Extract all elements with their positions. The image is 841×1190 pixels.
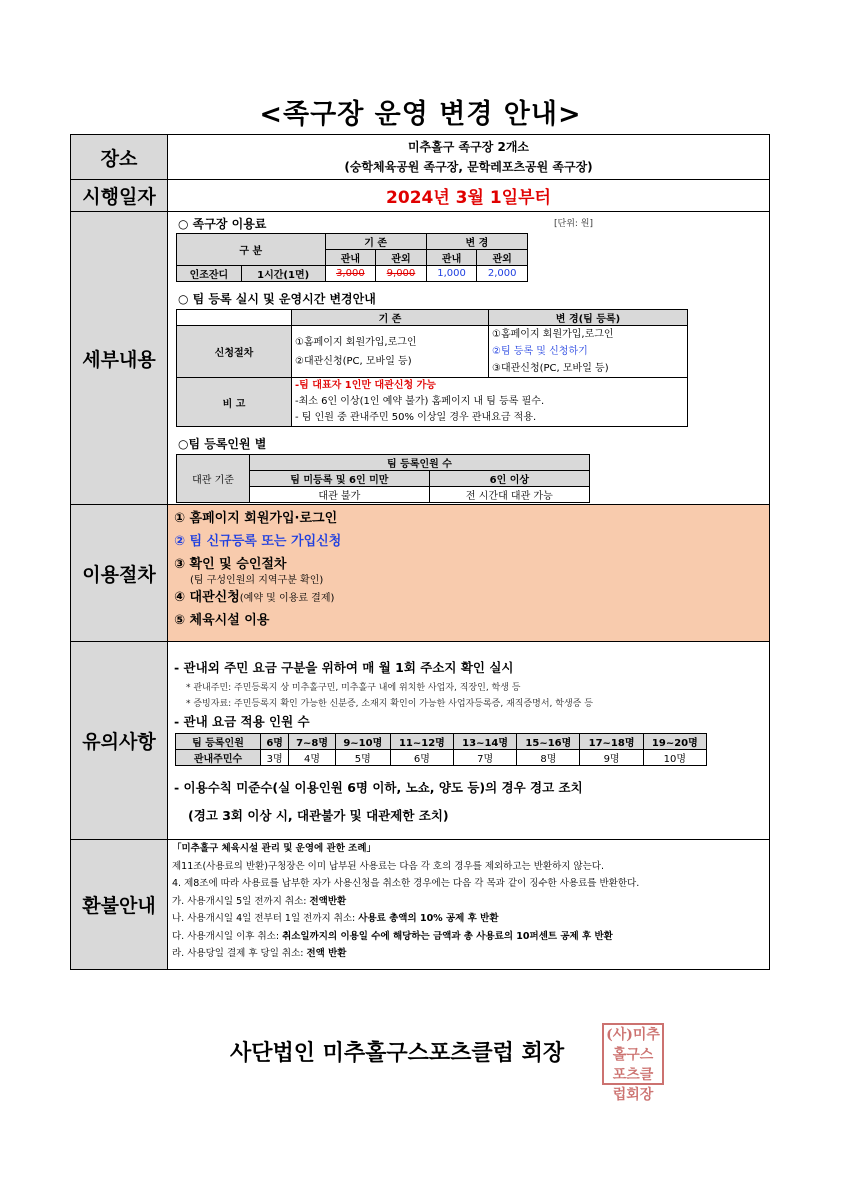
procedure-step3-sub: (팀 구성인원의 지역구분 확인) [190, 575, 324, 586]
resident-value-0: 3명 [261, 750, 289, 766]
refund-c-text: 다. 사용개시일 이후 취소: [172, 930, 283, 942]
resident-header-5: 15~16명 [517, 734, 580, 750]
fee-old-in: 3,000 [336, 268, 365, 279]
resident-value-1: 4명 [289, 750, 336, 766]
procedure-step3: ③ 확인 및 승인절차 [174, 557, 287, 572]
team-proc-label: 신청절차 [177, 326, 292, 378]
team-new-step1: ①홈페이지 회원가입,로그인 [492, 329, 614, 340]
fee-h-existing: 기 존 [325, 234, 426, 250]
refund-b-bold: 사용료 총액의 10% 공제 후 반환 [358, 913, 499, 924]
refund-d-text: 라. 사용당일 결제 후 당일 취소: [172, 948, 307, 959]
fee-h-old-out: 관외 [376, 250, 427, 266]
place-value [168, 135, 770, 180]
members-h-under: 팀 미등록 및 6인 미만 [250, 471, 430, 487]
fee-new-out: 2,000 [477, 266, 528, 282]
resident-value-3: 6명 [390, 750, 453, 766]
procedure-step1: ① 홈페이지 회원가입·로그인 [174, 511, 338, 526]
refund-p2: 4. 제8조에 따라 사용료를 납부한 자가 사용신청을 취소한 경우에는 다음 각 목과 같이 징수한 사용료를 반환한다. [172, 878, 640, 889]
fee-new-in: 1,000 [426, 266, 477, 282]
team-old-step2: ②대관신청(PC, 모바일 등) [295, 355, 412, 367]
team-new-step2: ②팀 등록 및 신청하기 [492, 346, 588, 357]
refund-p1: 제11조(사용료의 반환)구청장은 이미 납부된 사용료는 다음 각 호의 경우를 제외하고는 반환하지 않는다. [172, 860, 604, 872]
fee-row-time: 1시간(1면) [241, 266, 325, 282]
procedure-step4: ④ 대관신청 [174, 590, 240, 605]
resident-value-7: 10명 [643, 750, 706, 766]
caution-sub2: * 증빙자료: 주민등록지 확인 가능한 신분증, 소재지 확인이 가능한 사업자등록증, 재직증명서, 학생증 등 [186, 699, 593, 709]
footer-signature: 사단법인 미추홀구스포츠클럽 회장 [230, 1041, 565, 1066]
team-table [176, 309, 688, 427]
place-line1: 미추홀구 족구장 2개소 [407, 140, 530, 154]
refund-label: 환불안내 [71, 840, 168, 970]
notice-table [70, 134, 770, 970]
caution-line2: - 관내 요금 적용 인원 수 [174, 714, 310, 729]
team-note-label: 비 고 [177, 378, 292, 427]
resident-value-2: 5명 [335, 750, 390, 766]
seal-text: (사)미추홀구스포츠클럽회장 [606, 1027, 660, 1103]
members-table [176, 454, 590, 503]
fee-heading: ○ 족구장 이용료 [178, 217, 267, 231]
team-heading: ○ 팀 등록 실시 및 운영시간 변경안내 [178, 292, 376, 306]
page-title: <족구장 운영 변경 안내> [259, 99, 582, 130]
resident-value-6: 9명 [580, 750, 643, 766]
fee-h-change: 변 경 [426, 234, 527, 250]
resident-header-6: 17~18명 [580, 734, 643, 750]
members-v-over: 전 시간대 대관 가능 [429, 487, 589, 503]
team-h-change: 변 경(팀 등록) [489, 310, 688, 326]
fee-h-new-in: 관내 [426, 250, 477, 266]
members-h-over: 6인 이상 [429, 471, 589, 487]
resident-value-5: 8명 [517, 750, 580, 766]
members-heading: ○팀 등록인원 별 [178, 437, 267, 451]
refund-c-bold: 취소일까지의 이용일 수에 해당하는 금액과 총 사용료의 10퍼센트 공제 후 반환 [282, 930, 613, 942]
resident-header-1: 7~8명 [289, 734, 336, 750]
procedure-content [168, 505, 770, 642]
team-h-existing: 기 존 [292, 310, 489, 326]
caution-line3: - 이용수칙 미준수(실 이용인원 6명 이하, 노쇼, 양도 등)의 경우 경고 조치 [174, 780, 583, 795]
resident-header-3: 11~12명 [390, 734, 453, 750]
fee-h-category: 구 분 [177, 234, 326, 266]
official-seal [602, 1023, 664, 1103]
caution-line4: (경고 3회 이상 시, 대관불가 및 대관제한 조치) [188, 808, 449, 823]
date-value: 2024년 3월 1일부터 [168, 180, 770, 212]
team-note3: - 팀 인원 중 관내주민 50% 이상일 경우 관내요금 적용. [295, 412, 537, 423]
date-label: 시행일자 [71, 180, 168, 212]
refund-content [168, 840, 770, 970]
caution-label: 유의사항 [71, 642, 168, 840]
members-criteria: 대관 기준 [177, 455, 250, 503]
refund-d-bold: 전액 반환 [306, 948, 347, 959]
place-label: 장소 [71, 135, 168, 180]
members-h-count: 팀 등록인원 수 [250, 455, 590, 471]
members-v-under: 대관 불가 [250, 487, 430, 503]
fee-h-new-out: 관외 [477, 250, 528, 266]
details-content [168, 212, 770, 505]
fee-old-out: 9,000 [386, 268, 416, 279]
fee-table [176, 233, 528, 282]
procedure-step2: ② 팀 신규등록 또는 가입신청 [174, 534, 342, 549]
team-note2: -최소 6인 이상(1인 예약 불가) 홈페이지 내 팀 등록 필수. [295, 396, 545, 407]
caution-content [168, 642, 770, 840]
refund-title: 「미추홀구 체육시설 관리 및 운영에 관한 조례」 [172, 843, 377, 854]
resident-row1-label: 팀 등록인원 [176, 734, 261, 750]
resident-table [175, 733, 707, 766]
fee-row-type: 인조잔디 [177, 266, 242, 282]
fee-h-old-in: 관내 [325, 250, 376, 266]
resident-header-4: 13~14명 [454, 734, 517, 750]
refund-a-bold: 전액반환 [309, 895, 347, 907]
details-label: 세부내용 [71, 212, 168, 505]
resident-row2-label: 관내주민수 [176, 750, 261, 766]
caution-line1: - 관내외 주민 요금 구분을 위하여 매 월 1회 주소지 확인 실시 [174, 660, 514, 675]
fee-unit: [단위: 원] [554, 219, 593, 229]
place-line2: (숭학체육공원 족구장, 문학레포츠공원 족구장) [344, 160, 593, 174]
procedure-label: 이용절차 [71, 505, 168, 642]
team-old-step1: ①홈페이지 회원가입,로그인 [295, 336, 417, 348]
caution-sub1: * 관내주민: 주민등록지 상 미추홀구민, 미추홀구 내에 위치한 사업자, 직장인, 학생 등 [186, 683, 521, 693]
resident-header-0: 6명 [261, 734, 289, 750]
resident-value-4: 7명 [454, 750, 517, 766]
refund-a-text: 가. 사용개시일 5일 전까지 취소: [172, 895, 310, 907]
procedure-step4-sub: (예약 및 이용료 결제) [239, 593, 335, 604]
resident-header-2: 9~10명 [335, 734, 390, 750]
resident-header-7: 19~20명 [643, 734, 706, 750]
refund-b-text: 나. 사용개시일 4일 전부터 1일 전까지 취소: [172, 913, 359, 924]
team-note1: -팀 대표자 1인만 대관신청 가능 [295, 380, 436, 391]
procedure-step5: ⑤ 체육시설 이용 [174, 613, 270, 628]
team-new-step3: ③대관신청(PC, 모바일 등) [492, 363, 609, 374]
